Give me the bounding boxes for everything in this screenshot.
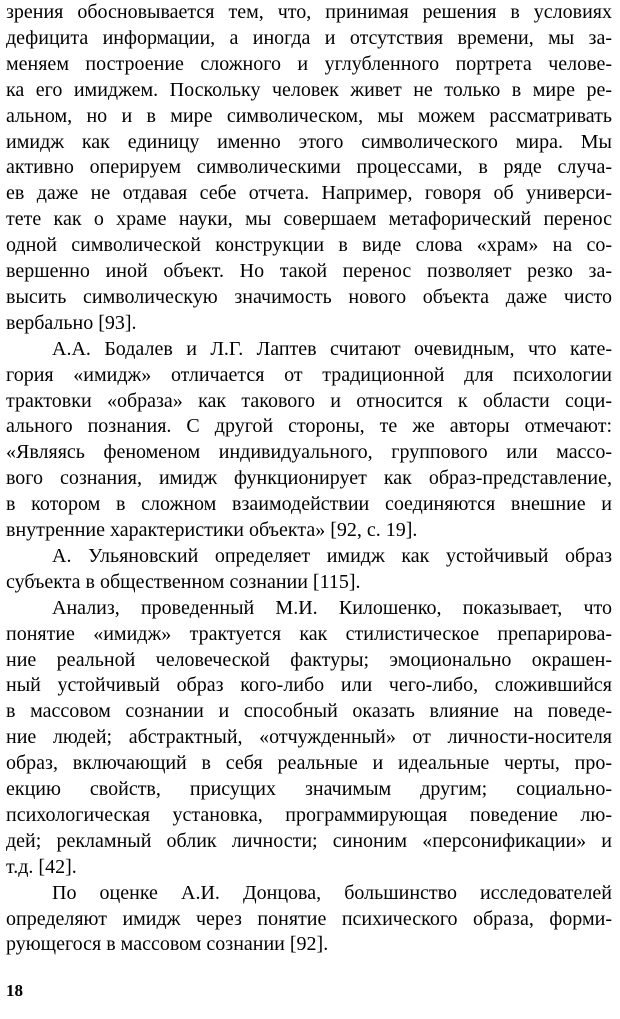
text-line: По оценке А.И. Донцова, большинство исследователей xyxy=(52,881,612,904)
text-line: альном, но и в мире символическом, мы можем рассматривать xyxy=(6,104,612,127)
text-line: дефицита информации, а иногда и отсутствия времени, мы за- xyxy=(6,26,612,49)
text-line: психологическая установка, программирующая поведение лю- xyxy=(6,803,612,826)
text-line: в массовом сознании и способный оказать влияние на поведе- xyxy=(6,700,612,723)
text-line: субъекта в общественном сознании [115]. xyxy=(6,570,361,593)
document-page-continued xyxy=(6,0,612,1019)
text-line: ние людей; абстрактный, «отчужденный» от личности-носителя xyxy=(6,726,612,749)
text-line: в котором в сложном взаимодействии соединяются внешние и xyxy=(6,493,612,516)
text-line: высить символическую значимость нового объекта даже чисто xyxy=(6,285,612,308)
text-line: трактовки «образа» как такового и относится к области соци- xyxy=(6,389,612,412)
text-line: гория «имидж» отличается от традиционной для психологии xyxy=(6,363,612,386)
text-line: А.А. Бодалев и Л.Г. Лаптев считают очевидным, что кате- xyxy=(52,337,612,360)
text-line: вого сознания, имидж функционирует как образ-представление, xyxy=(6,467,612,490)
text-line: т.д. [42]. xyxy=(6,855,77,878)
text-line: ка его имиджем. Поскольку человек живет не только в мире ре- xyxy=(6,78,612,101)
text-line: дей; рекламный облик личности; синоним «персонификации» и xyxy=(6,829,612,852)
text-line: «Являясь феноменом индивидуального, группового или массо- xyxy=(6,441,612,464)
page-number: 18 xyxy=(6,981,23,1000)
text-line: ный устойчивый образ кого-либо или чего-либо, сложившийся xyxy=(6,674,612,697)
text-line: меняем построение сложного и углубленного портрета челове- xyxy=(6,52,612,75)
text-line: вербально [93]. xyxy=(6,311,137,334)
text-line: Анализ, проведенный М.И. Килошенко, показывает, что xyxy=(52,596,612,619)
text-line: образ, включающий в себя реальные и идеальные черты, про- xyxy=(6,752,612,775)
text-line: екцию свойств, присущих значимым другим; социально- xyxy=(6,778,612,800)
text-line: зрения обосновывается тем, что, принимая решения в условиях xyxy=(6,1,612,23)
text-line: имидж как единицу именно этого символического мира. Мы xyxy=(6,130,612,153)
text-line: рующегося в массовом сознании [92]. xyxy=(6,933,329,956)
text-line: понятие «имидж» трактуется как стилистическое препарирова- xyxy=(6,622,612,645)
text-line: А. Ульяновский определяет имидж как устойчивый образ xyxy=(52,544,612,567)
text-line: вершенно иной объект. Но такой перенос позволяет резко за- xyxy=(6,260,612,282)
text-line: внутренние характеристики объекта» [92, с. 19]. xyxy=(6,519,418,541)
text-line: одной символической конструкции в виде слова «храм» на со- xyxy=(6,234,612,257)
text-line: активно оперируем символическими процессами, в ряде случа- xyxy=(6,156,612,179)
text-line: определяют имидж через понятие психического образа, форми- xyxy=(6,907,612,930)
text-line: ние реальной человеческой фактуры; эмоционально окрашен- xyxy=(6,648,612,671)
text-line: ального познания. С другой стороны, те же авторы отмечают: xyxy=(6,415,612,438)
text-line: тете как о храме науки, мы совершаем метафорический перенос xyxy=(6,208,612,231)
text-line: ев даже не отдавая себе отчета. Например, говоря об универси- xyxy=(6,182,612,205)
